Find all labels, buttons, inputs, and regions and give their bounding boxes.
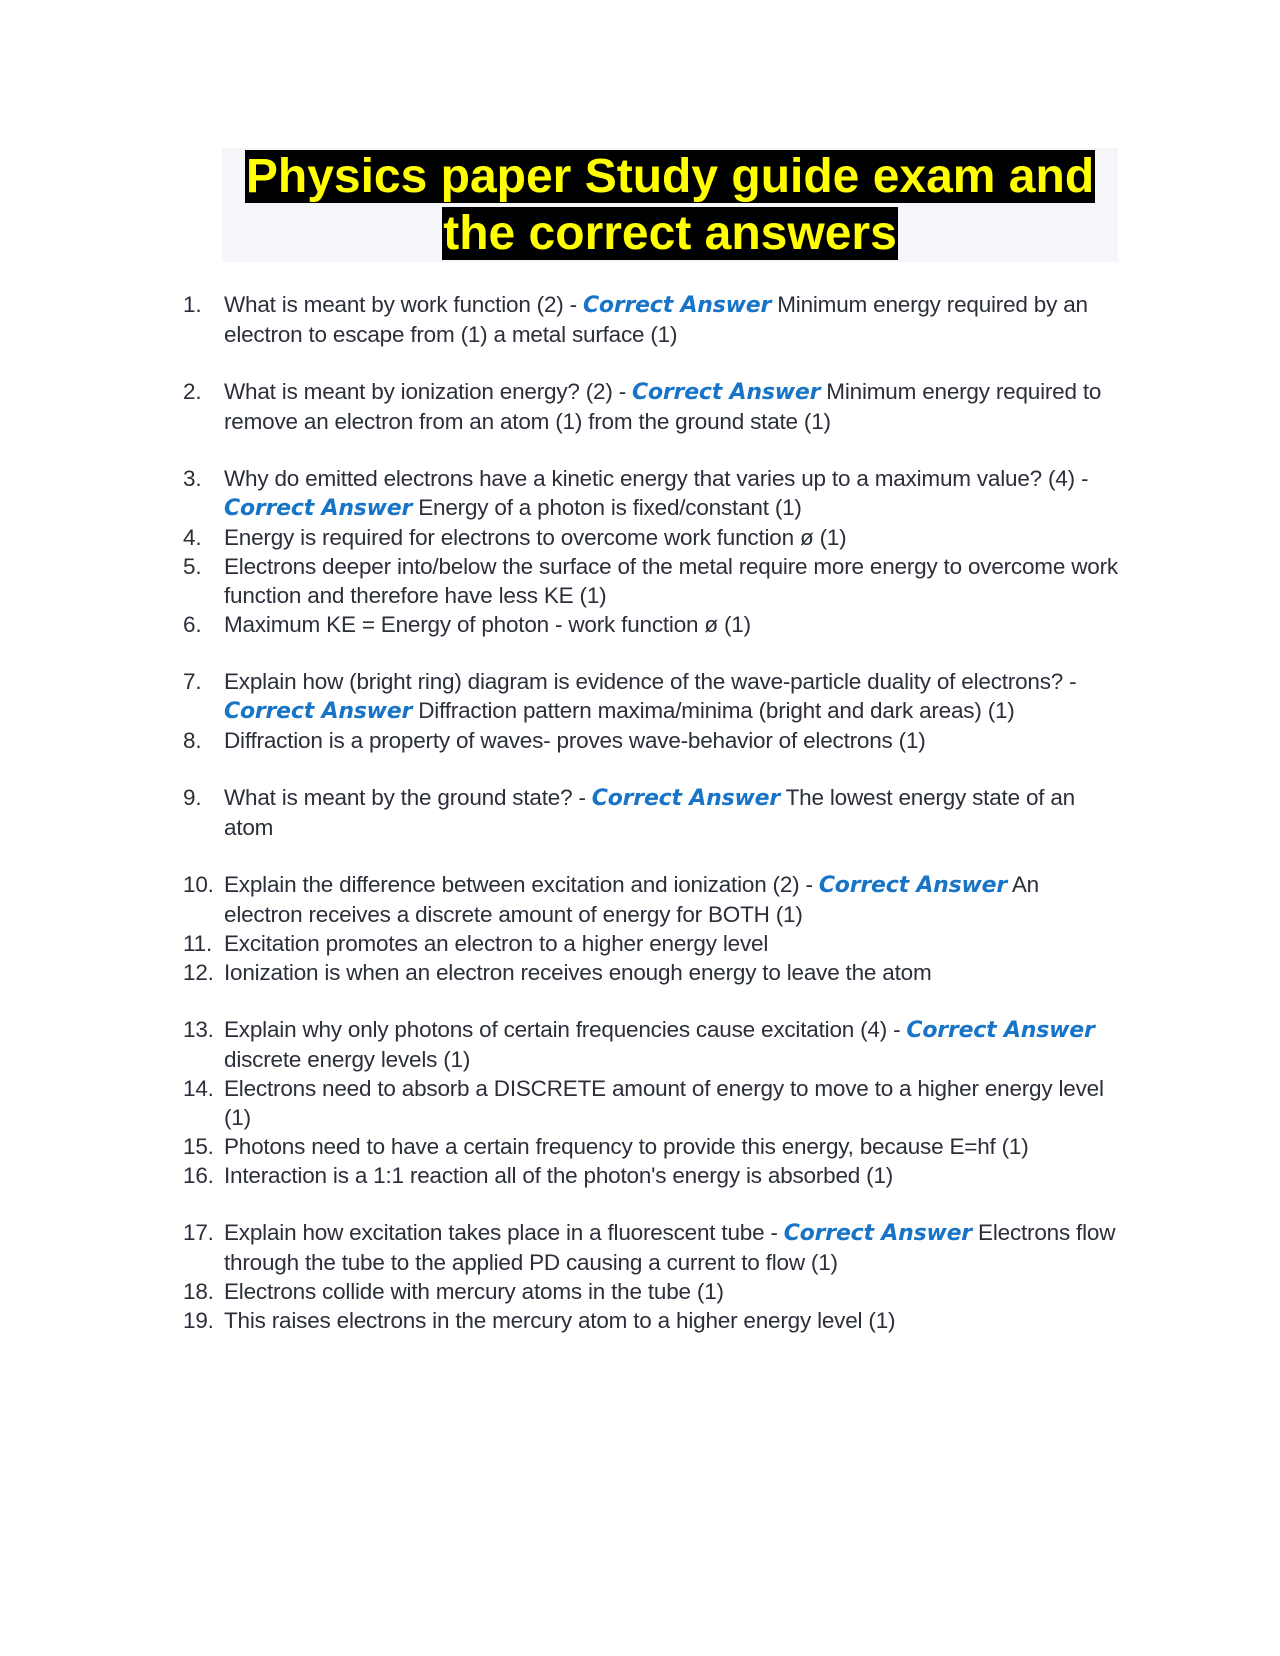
- statement-text: This raises electrons in the mercury atom to a higher energy level (1): [224, 1308, 896, 1333]
- question-text: Explain the difference between excitation and ionization (2) -: [224, 872, 819, 897]
- answer-text: Diffraction pattern maxima/minima (bright and dark areas) (1): [412, 698, 1015, 723]
- item-text: [224, 958, 1118, 987]
- statement-text: Electrons need to absorb a DISCRETE amount of energy to move to a higher energy level (1): [224, 1076, 1104, 1130]
- item-number: 14.: [183, 1076, 214, 1101]
- answer-text: discrete energy levels (1): [224, 1047, 471, 1072]
- statement-text: Ionization is when an electron receives enough energy to leave the atom: [224, 960, 932, 985]
- title-line-1: Physics paper Study guide exam and: [245, 150, 1095, 203]
- list-item: [183, 377, 1118, 436]
- item-number: 10.: [183, 872, 214, 897]
- list-item: [183, 1132, 1118, 1161]
- item-text: [224, 1218, 1118, 1277]
- item-number: 5.: [183, 554, 202, 579]
- question-text: What is meant by work function (2) -: [224, 292, 583, 317]
- correct-answer-label: Correct Answer: [818, 873, 1008, 898]
- list-item: [183, 1277, 1118, 1306]
- item-number: 9.: [183, 785, 202, 810]
- question-group: [183, 783, 1118, 842]
- item-text: [224, 1074, 1118, 1132]
- list-item: [183, 1161, 1118, 1190]
- item-text: [224, 667, 1118, 726]
- item-text: [224, 1132, 1118, 1161]
- statement-text: Energy is required for electrons to overcome work function ø (1): [224, 525, 847, 550]
- title-line-2: the correct answers: [443, 207, 897, 260]
- list-item: [183, 610, 1118, 639]
- item-text: [224, 523, 1118, 552]
- question-text: What is meant by ionization energy? (2) -: [224, 379, 633, 404]
- correct-answer-label: Correct Answer: [783, 1221, 972, 1246]
- item-number: 13.: [183, 1017, 214, 1042]
- item-number: 6.: [183, 612, 202, 637]
- item-number: 8.: [183, 728, 202, 753]
- item-number: 16.: [183, 1163, 214, 1188]
- answer-text: Minimum energy required to remove an electron from an atom (1) from the ground state (1): [224, 379, 1102, 434]
- list-item: [183, 726, 1118, 755]
- correct-answer-label: Correct Answer: [632, 380, 821, 405]
- list-item: [183, 958, 1118, 987]
- correct-answer-label: Correct Answer: [224, 496, 413, 521]
- answer-text: Minimum energy required by an electron to escape from (1) a metal surface (1): [224, 292, 1088, 347]
- list-item: [183, 552, 1118, 610]
- item-text: [224, 929, 1118, 958]
- item-number: 15.: [183, 1134, 214, 1159]
- item-text: [224, 1015, 1118, 1074]
- item-number: 11.: [183, 931, 213, 956]
- item-text: [224, 610, 1118, 639]
- item-text: [224, 870, 1118, 929]
- list-item: [183, 1306, 1118, 1335]
- question-group: [183, 464, 1118, 639]
- item-text: [224, 783, 1118, 842]
- question-group: [183, 377, 1118, 436]
- question-text: Explain why only photons of certain frequencies cause excitation (4) -: [224, 1017, 907, 1042]
- answer-text: The lowest energy state of an atom: [224, 785, 1075, 840]
- list-item: [183, 1074, 1118, 1132]
- item-number: 12.: [183, 960, 214, 985]
- item-text: [224, 1161, 1118, 1190]
- item-number: 1.: [183, 292, 202, 317]
- list-item: [183, 667, 1118, 726]
- statement-text: Electrons collide with mercury atoms in the tube (1): [224, 1279, 724, 1304]
- document-title: [222, 148, 1118, 262]
- question-group: [183, 870, 1118, 987]
- item-text: [224, 552, 1118, 610]
- question-group: [183, 1218, 1118, 1335]
- item-number: 2.: [183, 379, 202, 404]
- correct-answer-label: Correct Answer: [224, 699, 413, 724]
- item-text: [224, 1277, 1118, 1306]
- answer-text: Electrons flow through the tube to the applied PD causing a current to flow (1): [224, 1220, 1116, 1275]
- statement-text: Photons need to have a certain frequency to provide this energy, because E=hf (1): [224, 1134, 1029, 1159]
- list-item: [183, 523, 1118, 552]
- list-item: [183, 1218, 1118, 1277]
- list-item: [183, 929, 1118, 958]
- question-group: [183, 1015, 1118, 1190]
- question-text: Explain how excitation takes place in a fluorescent tube -: [224, 1220, 784, 1245]
- list-item: [183, 870, 1118, 929]
- statement-text: Excitation promotes an electron to a higher energy level: [224, 931, 769, 956]
- list-item: [183, 1015, 1118, 1074]
- item-number: 7.: [183, 669, 202, 694]
- list-item: [183, 290, 1118, 349]
- question-list: [183, 290, 1118, 1363]
- list-item: [183, 464, 1118, 523]
- question-text: What is meant by the ground state? -: [224, 785, 592, 810]
- item-number: 3.: [183, 466, 202, 491]
- item-text: [224, 1306, 1118, 1335]
- item-text: [224, 464, 1118, 523]
- correct-answer-label: Correct Answer: [906, 1018, 1095, 1043]
- statement-text: Maximum KE = Energy of photon - work function ø (1): [224, 612, 751, 637]
- correct-answer-label: Correct Answer: [582, 293, 772, 318]
- item-number: 19.: [183, 1308, 214, 1333]
- statement-text: Interaction is a 1:1 reaction all of the photon's energy is absorbed (1): [224, 1163, 894, 1188]
- item-text: [224, 377, 1118, 436]
- item-text: [224, 290, 1118, 349]
- item-number: 18.: [183, 1279, 214, 1304]
- item-text: [224, 726, 1118, 755]
- answer-text: Energy of a photon is fixed/constant (1): [412, 495, 802, 520]
- question-group: [183, 290, 1118, 349]
- question-text: Explain how (bright ring) diagram is evidence of the wave-particle duality of electrons? -: [224, 669, 1077, 694]
- item-number: 4.: [183, 525, 202, 550]
- list-item: [183, 783, 1118, 842]
- item-number: 17.: [183, 1220, 214, 1245]
- statement-text: Diffraction is a property of waves- proves wave-behavior of electrons (1): [224, 728, 926, 753]
- correct-answer-label: Correct Answer: [591, 786, 780, 811]
- answer-text: An electron receives a discrete amount of energy for BOTH (1): [224, 872, 1039, 927]
- statement-text: Electrons deeper into/below the surface of the metal require more energy to overcome work function and therefore have less KE (1): [224, 554, 1118, 608]
- question-group: [183, 667, 1118, 755]
- question-text: Why do emitted electrons have a kinetic energy that varies up to a maximum value? (4) -: [224, 466, 1089, 491]
